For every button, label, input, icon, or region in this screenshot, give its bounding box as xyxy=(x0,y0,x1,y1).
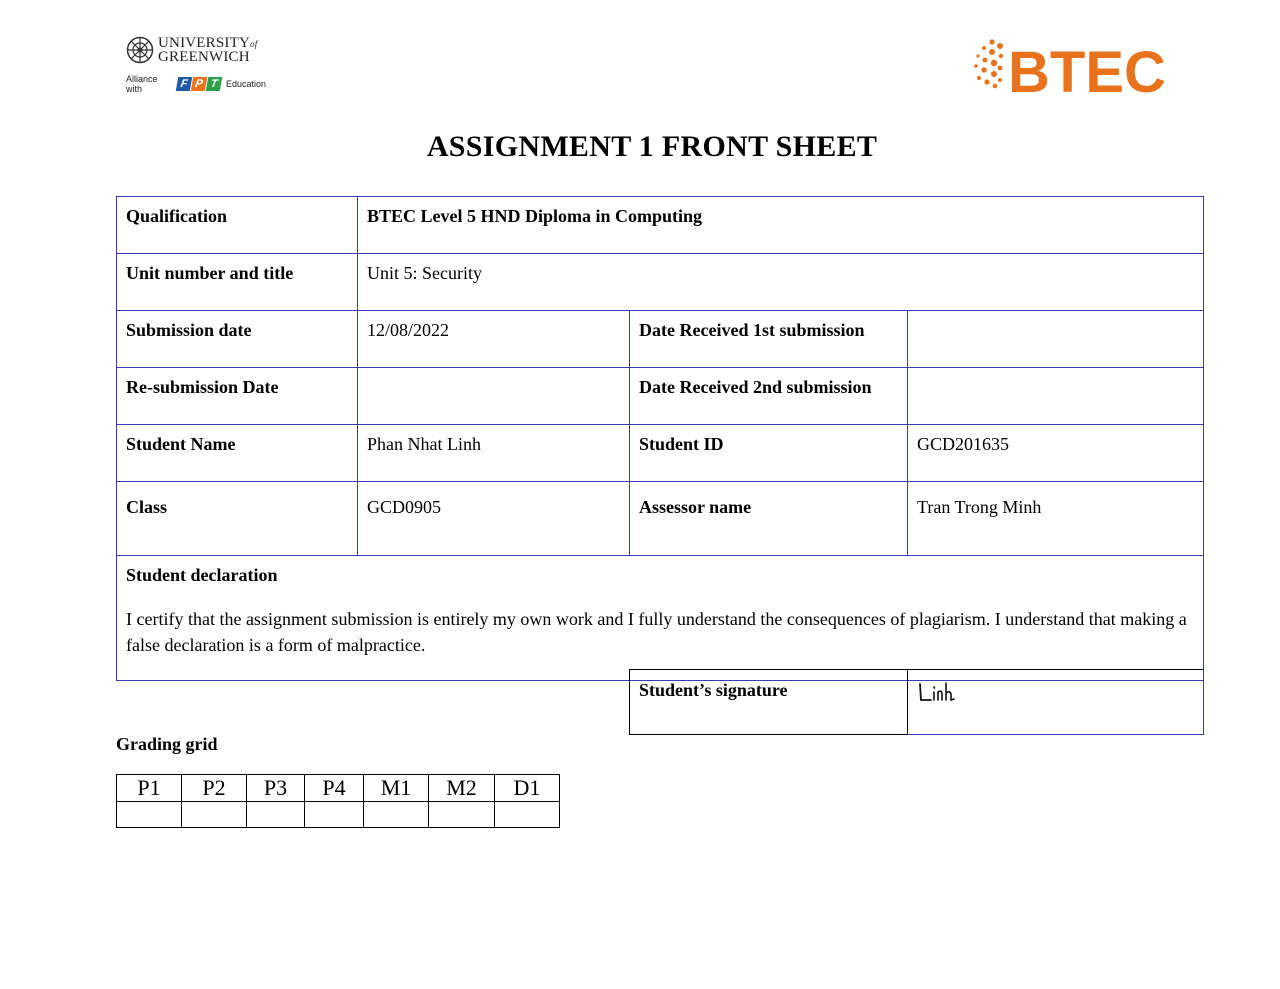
grade-criterion: P2 xyxy=(182,775,247,802)
page-title: ASSIGNMENT 1 FRONT SHEET xyxy=(426,130,878,163)
grade-value xyxy=(305,802,364,828)
signature-cell xyxy=(908,670,1204,735)
row-declaration xyxy=(117,556,1204,681)
row-student xyxy=(117,425,1204,482)
grading-values-row xyxy=(117,802,560,828)
grade-criterion: M1 xyxy=(364,775,429,802)
university-name: UNIVERSITYof GREENWICH xyxy=(158,34,258,65)
grading-grid-title: Grading grid xyxy=(116,734,218,754)
student-id-label: Student ID xyxy=(630,425,908,482)
student-name-value: Phan Nhat Linh xyxy=(358,425,630,482)
unit-value: Unit 5: Security xyxy=(358,254,1204,311)
grade-criterion: P4 xyxy=(305,775,364,802)
row-qualification xyxy=(117,197,1204,254)
university-seal-icon xyxy=(126,36,154,64)
unit-label: Unit number and title xyxy=(117,254,358,311)
university-logo xyxy=(126,36,266,106)
grade-value xyxy=(182,802,247,828)
qualification-label: Qualification xyxy=(117,197,358,254)
grade-criterion: P1 xyxy=(117,775,182,802)
declaration-title: Student declaration xyxy=(126,565,278,585)
btec-logo xyxy=(970,36,1170,98)
date-received-2nd-label: Date Received 2nd submission xyxy=(630,368,908,425)
grading-grid xyxy=(116,774,560,828)
qualification-value: BTEC Level 5 HND Diploma in Computing xyxy=(358,197,1204,254)
date-received-1st-label: Date Received 1st submission xyxy=(630,311,908,368)
btec-dots-icon xyxy=(974,39,1003,88)
grade-criterion: M2 xyxy=(429,775,495,802)
assessor-value: Tran Trong Minh xyxy=(908,482,1204,556)
class-label: Class xyxy=(117,482,358,556)
alliance-line: Alliance with F P T Education xyxy=(126,74,266,94)
row-submission xyxy=(117,311,1204,368)
resubmission-date-label: Re-submission Date xyxy=(117,368,358,425)
submission-date-label: Submission date xyxy=(117,311,358,368)
row-class xyxy=(117,482,1204,556)
class-value: GCD0905 xyxy=(358,482,630,556)
declaration-text: I certify that the assignment submission is entirely my own work and I fully understand the consequences of plagiarism. I understand that making a false declaration is a form of malpractice. xyxy=(126,609,1187,655)
row-resubmission xyxy=(117,368,1204,425)
svg-text:BTEC: BTEC xyxy=(1008,40,1166,98)
signature-table xyxy=(629,669,1204,735)
fpt-logo: F P T xyxy=(177,77,222,91)
row-unit xyxy=(117,254,1204,311)
resubmission-date-value xyxy=(358,368,630,425)
grade-criterion: D1 xyxy=(495,775,560,802)
date-received-1st-value xyxy=(908,311,1204,368)
signature-label: Student’s signature xyxy=(630,670,908,735)
grade-value xyxy=(364,802,429,828)
student-id-value: GCD201635 xyxy=(908,425,1204,482)
grading-header-row xyxy=(117,775,560,802)
grade-value xyxy=(247,802,305,828)
student-name-label: Student Name xyxy=(117,425,358,482)
submission-date-value: 12/08/2022 xyxy=(358,311,630,368)
handwritten-signature-icon xyxy=(917,680,957,706)
declaration-cell xyxy=(117,556,1204,681)
assessor-label: Assessor name xyxy=(630,482,908,556)
grade-criterion: P3 xyxy=(247,775,305,802)
grade-value xyxy=(495,802,560,828)
front-sheet-table xyxy=(116,196,1204,681)
grade-value xyxy=(117,802,182,828)
grade-value xyxy=(429,802,495,828)
date-received-2nd-value xyxy=(908,368,1204,425)
